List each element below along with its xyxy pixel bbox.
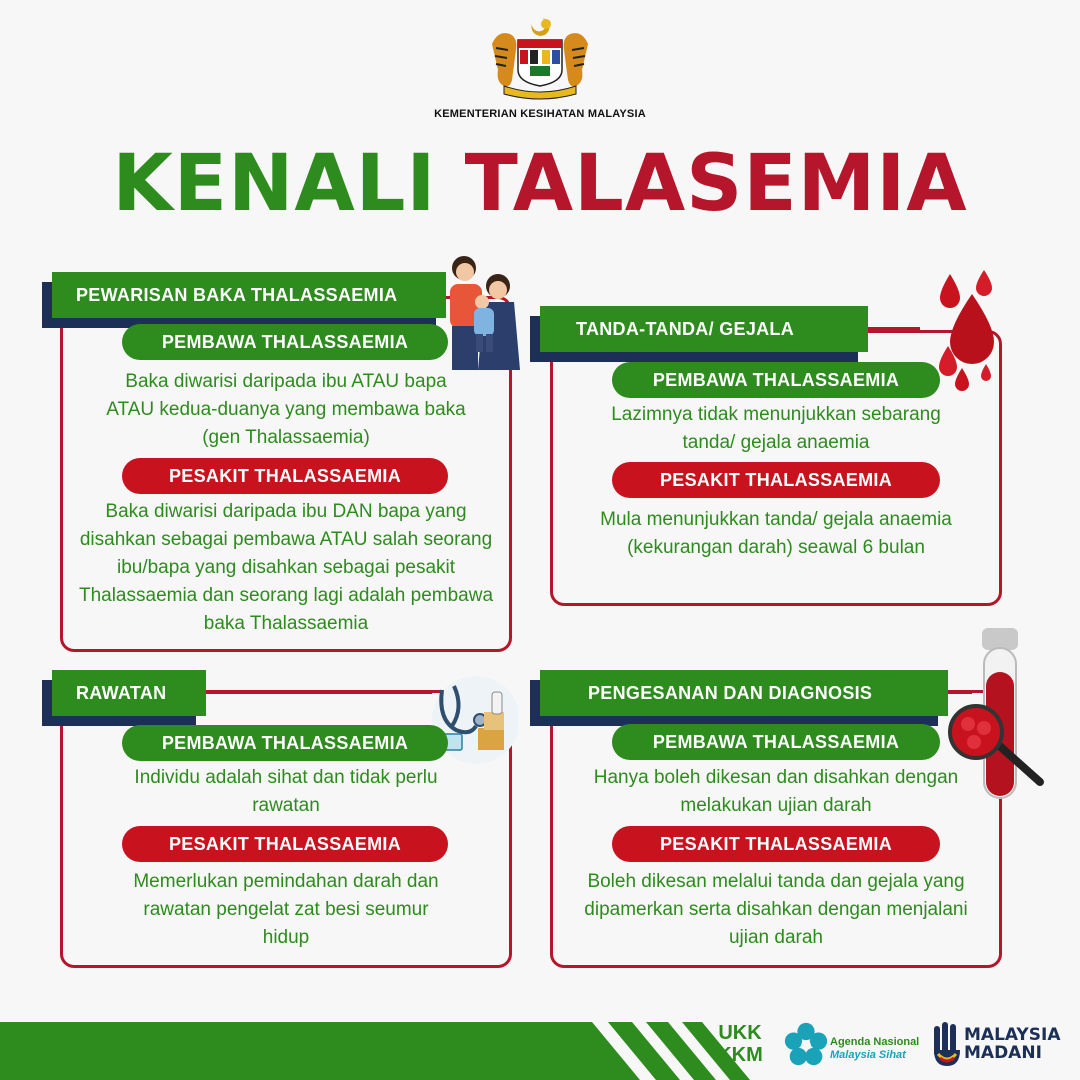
coat-of-arms-icon	[486, 14, 594, 100]
pewarisan-patient-pill: PESAKIT THALASSAEMIA	[122, 458, 448, 494]
ukk-kkm-logo	[714, 1022, 766, 1068]
title-kenali: KENALI	[112, 139, 437, 229]
pewarisan-carrier-pill: PEMBAWA THALASSAEMIA	[122, 324, 448, 360]
title-talasemia: TALASEMIA	[464, 139, 968, 229]
malaysia-madani-logo	[964, 1026, 1064, 1062]
diagnosis-patient-text: Boleh dikesan melalui tanda dan gejala yang dipamerkan serta disahkan dengan menjalani ujian darah	[584, 871, 968, 948]
tanda-patient-pill: PESAKIT THALASSAEMIA	[612, 462, 940, 498]
rawatan-patient-text: Memerlukan pemindahan darah dan rawatan pengelat zat besi seumur hidup	[133, 871, 439, 948]
diagnosis-patient-pill: PESAKIT THALASSAEMIA	[612, 826, 940, 862]
family-icon	[436, 250, 526, 370]
rawatan-heading-line	[206, 691, 432, 694]
tanda-carrier-pill: PEMBAWA THALASSAEMIA	[612, 362, 940, 398]
rawatan-patient-pill: PESAKIT THALASSAEMIA	[122, 826, 448, 862]
diagnosis-carrier-text: Hanya boleh dikesan dan disahkan dengan melakukan ujian darah	[593, 767, 959, 816]
agenda-nasional-logo	[830, 1036, 922, 1062]
pewarisan-carrier-text: Baka diwarisi daripada ibu ATAU bapa ATAU kedua-duanya yang membawa baka (gen Thalassaemia)	[106, 371, 466, 448]
tanda-heading: TANDA-TANDA/ GEJALA	[540, 306, 868, 352]
diagnosis-carrier-pill: PEMBAWA THALASSAEMIA	[612, 724, 940, 760]
diagnosis-heading: PENGESANAN DAN DIAGNOSIS	[540, 670, 948, 716]
rawatan-heading: RAWATAN	[52, 670, 206, 716]
hibiscus-icon	[782, 1020, 830, 1068]
madani-line1: MALAYSIA	[964, 1025, 1061, 1045]
tanda-patient-text: Mula menunjukkan tanda/ gejala anaemia (kekurangan darah) seawal 6 bulan	[600, 509, 952, 558]
rawatan-carrier-text: Individu adalah sihat dan tidak perlu rawatan	[134, 767, 438, 816]
blood-drops-icon	[932, 266, 1002, 406]
ministry-name: KEMENTERIAN KESIHATAN MALAYSIA	[434, 108, 646, 120]
kkm-line: KKM	[717, 1044, 763, 1066]
tanda-carrier-text: Lazimnya tidak menunjukkan sebarang tanda/ gejala anaemia	[611, 404, 941, 453]
pewarisan-patient-text: Baka diwarisi daripada ibu DAN bapa yang disahkan sebagai pembawa ATAU salah seorang ibu/bapa yang disahkan sebagai pesakit Thalassaemia dan seorang lagi adalah pembawa baka Thalassaemia	[78, 501, 494, 634]
rawatan-carrier-pill: PEMBAWA THALASSAEMIA	[122, 725, 448, 761]
pewarisan-heading: PEWARISAN BAKA THALASSAEMIA	[52, 272, 446, 318]
ukk-line: UKK	[718, 1022, 762, 1044]
madani-hand-icon	[932, 1020, 962, 1068]
page-title	[0, 139, 1080, 229]
agenda-line1: Agenda Nasional	[830, 1036, 920, 1048]
madani-line2: MADANI	[964, 1043, 1042, 1063]
agenda-line2: Malaysia Sihat	[830, 1049, 906, 1061]
tanda-heading-line	[868, 327, 920, 330]
